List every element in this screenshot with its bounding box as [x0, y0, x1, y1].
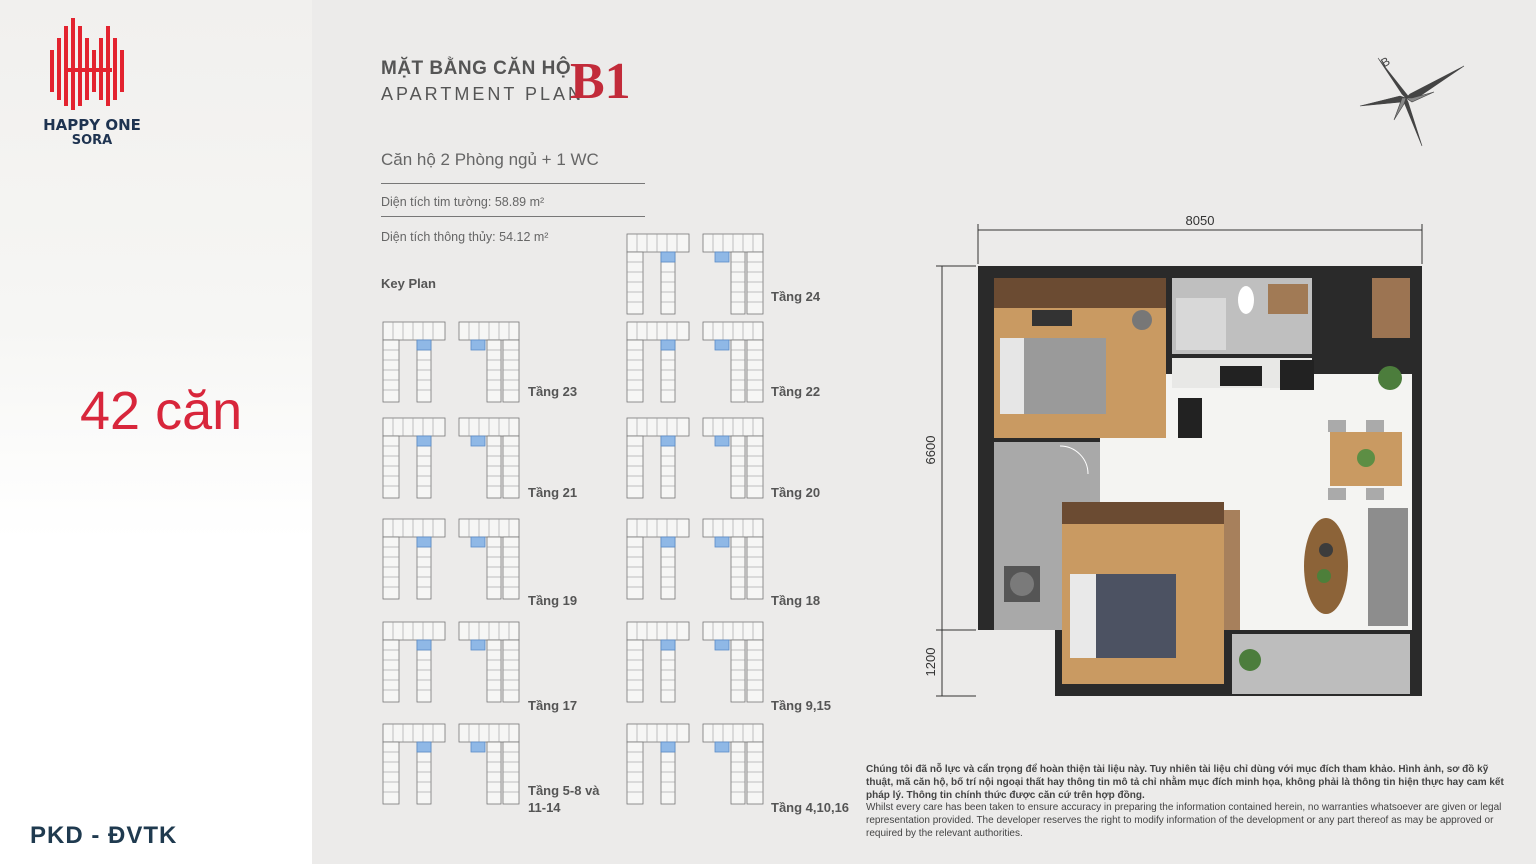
floor-label: Tầng 21: [528, 485, 578, 500]
divider: [381, 183, 645, 184]
dim-width: 8050: [1185, 213, 1215, 228]
key-plan-floor: [381, 320, 521, 406]
key-plan-thumbnail: [625, 320, 765, 406]
left-panel: [0, 0, 312, 864]
key-plan-floor: [625, 722, 765, 808]
key-plan-thumbnail: [625, 517, 765, 603]
compass-star-icon: [1356, 52, 1466, 152]
department-label: PKD - ĐVTK: [30, 822, 178, 849]
key-plan-thumbnail: [625, 620, 765, 706]
floor-plan-drawing: [920, 210, 1430, 705]
key-plan-thumbnail: [381, 620, 521, 706]
compass: [1356, 52, 1466, 157]
floor-label: Tầng 20: [771, 485, 821, 500]
key-plan-floor: [625, 620, 765, 706]
key-plan-floor: [381, 517, 521, 603]
logo-line1: HAPPY ONE: [43, 116, 141, 134]
disclaimer: [866, 764, 1506, 841]
key-plan-floor: [381, 722, 521, 808]
floor-label: Tầng 4,10,16: [771, 800, 850, 815]
key-plan-floor: [625, 517, 765, 603]
logo-line2: SORA: [71, 133, 113, 148]
key-plan-floor: [625, 416, 765, 502]
key-plan-floor: [625, 232, 765, 318]
title-vn: MẶT BẰNG CĂN HỘ: [381, 58, 572, 79]
key-plan-thumbnail: [625, 416, 765, 502]
apartment-type: Căn hộ 2 Phòng ngủ + 1 WC: [381, 150, 599, 169]
dim-balcony: 1200: [923, 647, 938, 677]
apartment-code: B1: [570, 53, 631, 110]
floor-label: Tầng 19: [528, 593, 578, 608]
key-plan-thumbnail: [381, 517, 521, 603]
key-plan-floor: [625, 320, 765, 406]
key-plan-thumbnail: [625, 232, 765, 318]
compass-label: B: [1378, 53, 1393, 71]
divider: [381, 216, 645, 217]
floor-label: Tầng 23: [528, 384, 578, 399]
floor-label: Tầng 9,15: [771, 698, 831, 713]
floor-label: Tầng 18: [771, 593, 821, 608]
key-plan-floor: [381, 416, 521, 502]
units-count: 42 căn: [80, 381, 243, 441]
key-plan-thumbnail: [381, 722, 521, 808]
brand-logo: [40, 16, 144, 146]
floor-label: Tầng 17: [528, 698, 578, 713]
disclaimer-vn: Chúng tôi đã nỗ lực và cẩn trọng để hoàn thiện tài liệu này. Tuy nhiên tài liệu chỉ dùng với mục đích tham khảo. Hình ảnh, sơ đồ kỹ thuật, mã căn hộ, bố trí nội ngoại thất hay thông tin mô tả chỉ nhằm mục đích minh họa, không phải là thông tin hiện thực hay cam kết pháp lý. Thông tin chính thức được căn cứ trên hợp đồng.: [866, 764, 1504, 801]
floor-label: Tầng 24: [771, 289, 821, 304]
key-plan-label: Key Plan: [381, 276, 436, 291]
floor-label: 11-14: [528, 800, 561, 815]
gross-area: Diện tích tim tường: 58.89 m²: [381, 195, 545, 209]
floor-label: Tầng 22: [771, 384, 821, 399]
net-area: Diện tích thông thủy: 54.12 m²: [381, 230, 549, 244]
floor-plan: [920, 210, 1430, 710]
title-en: APARTMENT PLAN: [381, 84, 585, 104]
key-plan-thumbnail: [381, 416, 521, 502]
key-plan-thumbnail: [381, 320, 521, 406]
floor-label: Tầng 5-8 và: [528, 783, 600, 798]
logo-mark-icon: [40, 16, 144, 116]
key-plan-floor: [381, 620, 521, 706]
dim-height: 6600: [923, 435, 938, 465]
key-plan-thumbnail: [625, 722, 765, 808]
disclaimer-en: Whilst every care has been taken to ensure accuracy in preparing the information contained herein, no warranties whatsoever are given or legal representation provided. The developer reserves the right to modify information of the development or any part thereof as may be approved or required by the relevant authorities.: [866, 802, 1502, 839]
